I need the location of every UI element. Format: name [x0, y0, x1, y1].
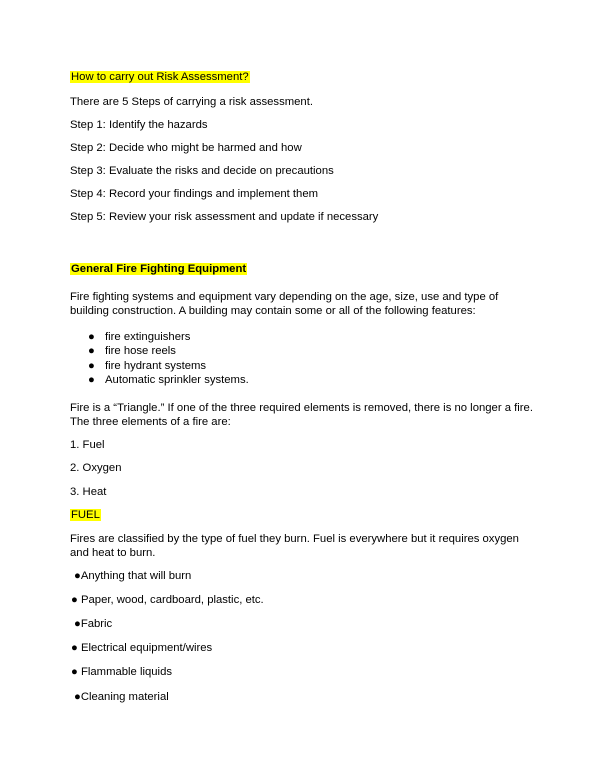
fuel-item: ●Fabric [74, 618, 113, 630]
list-item [88, 373, 249, 387]
element-oxygen: 2. Oxygen [70, 462, 122, 474]
element-heat: 3. Heat [70, 486, 107, 498]
feature-label: fire hose reels [105, 345, 176, 358]
fuel-heading [70, 508, 101, 522]
feature-label: Automatic sprinkler systems. [105, 373, 249, 386]
step-3: Step 3: Evaluate the risks and decide on precautions [70, 165, 334, 177]
list-item [88, 359, 249, 373]
equipment-paragraph: Fire fighting systems and equipment vary depending on the age, size, use and type of building construction. A building may contain some or all of the following features: [70, 291, 499, 317]
equipment-heading [70, 262, 247, 276]
bullet-icon: ● [88, 345, 95, 358]
equipment-features-list [88, 330, 249, 387]
fuel-item: ● Electrical equipment/wires [71, 642, 213, 654]
bullet-icon: ● [88, 331, 95, 343]
feature-label: fire hydrant systems [105, 359, 207, 372]
equipment-heading-text: General Fire Fighting Equipment [71, 263, 247, 275]
step-4: Step 4: Record your findings and implement them [70, 188, 319, 200]
fuel-paragraph: Fires are classified by the type of fuel they burn. Fuel is everywhere but it requires oxygen and heat to burn. [70, 533, 519, 559]
risk-heading [70, 70, 250, 84]
bullet-icon: ● [88, 359, 95, 372]
triangle-paragraph: Fire is a “Triangle.” If one of the three required elements is removed, there is no longer a fire. The three elements of a fire are: [70, 402, 533, 428]
list-item [88, 344, 249, 358]
feature-label: fire extinguishers [105, 331, 191, 343]
step-5: Step 5: Review your risk assessment and update if necessary [70, 211, 379, 223]
risk-heading-text: How to carry out Risk Assessment? [71, 71, 249, 83]
element-fuel: 1. Fuel [70, 439, 105, 451]
fuel-heading-text: FUEL [71, 509, 100, 521]
bullet-icon: ● [88, 373, 95, 386]
fuel-item: ● Flammable liquids [71, 666, 172, 678]
fuel-item: ● Paper, wood, cardboard, plastic, etc. [71, 594, 264, 606]
step-2: Step 2: Decide who might be harmed and how [70, 142, 302, 154]
fuel-item: ●Anything that will burn [74, 570, 192, 582]
step-1: Step 1: Identify the hazards [70, 119, 208, 131]
risk-intro: There are 5 Steps of carrying a risk assessment. [70, 96, 313, 108]
list-item [88, 330, 249, 344]
fuel-item: ●Cleaning material [74, 691, 169, 703]
